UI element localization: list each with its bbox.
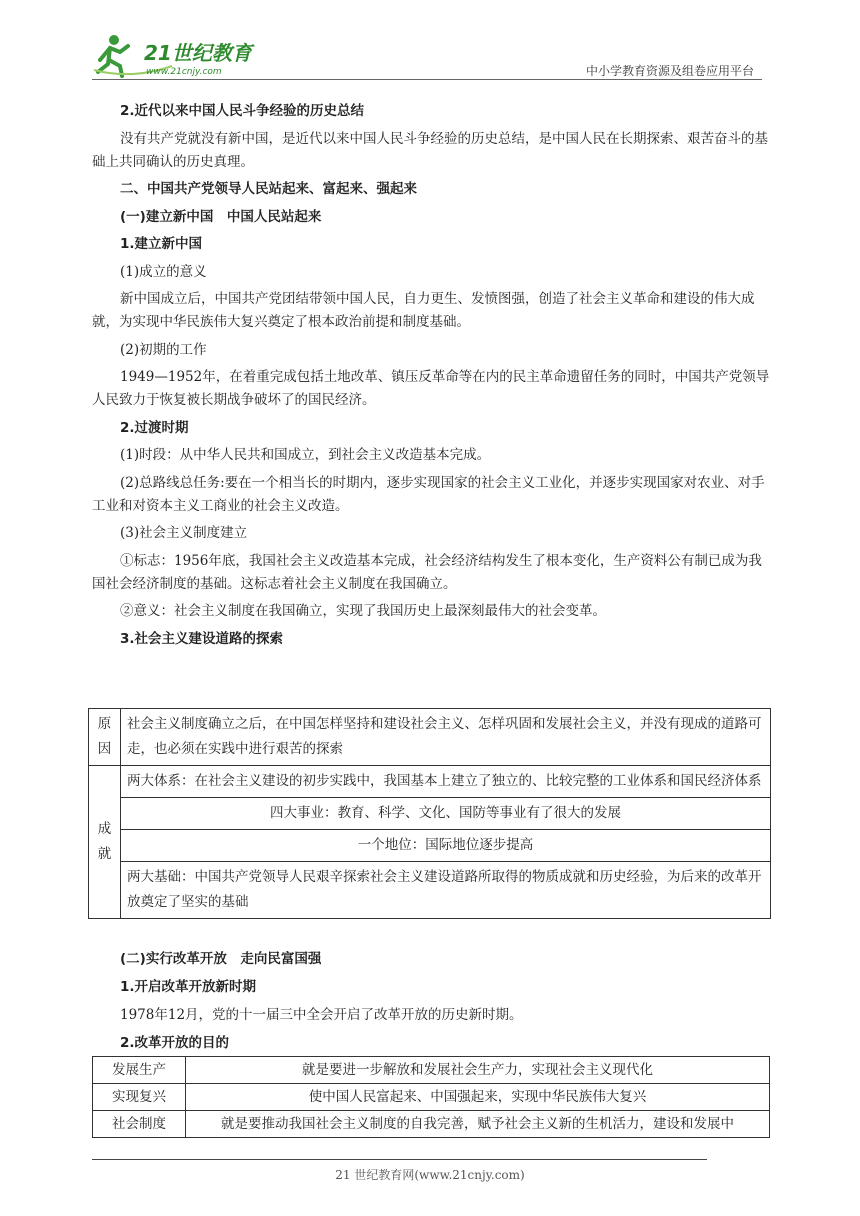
table-cell: 两大体系：在社会主义建设的初步实践中，我国基本上建立了独立的、比较完整的工业体系和国民经济体系 xyxy=(121,766,771,798)
reform-section xyxy=(92,948,770,1060)
table-cell: 社会主义制度确立之后，在中国怎样坚持和建设社会主义、怎样巩固和发展社会主义，并没有现成的道路可走，也必须在实践中进行艰苦的探索 xyxy=(121,709,771,766)
table-row xyxy=(93,1057,770,1084)
table-row xyxy=(89,766,771,798)
site-logo xyxy=(92,30,262,80)
header-divider xyxy=(92,79,762,80)
body-text: (1)时段：从中华人民共和国成立，到社会主义改造基本完成。 xyxy=(120,447,491,463)
body-text: 没有共产党就没有新中国，是近代以来中国人民斗争经验的历史总结，是中国人民在长期探索、艰苦奋斗的基础上共同确认的历史真理。 xyxy=(92,130,768,170)
section-heading: 二、中国共产党领导人民站起来、富起来、强起来 xyxy=(120,181,417,197)
body-text: (1)成立的意义 xyxy=(120,263,207,280)
subsection-heading: (二)实行改革开放 走向民富国强 xyxy=(120,951,322,967)
body-text: (3)社会主义制度建立 xyxy=(120,525,248,541)
main-content xyxy=(92,100,770,653)
body-text: 新中国成立后，中国共产党团结带领中国人民，自力更生、发愤图强，创造了社会主义革命和建设的伟大成就，为实现中华民族伟大复兴奠定了根本政治前提和制度基础。 xyxy=(92,291,755,330)
body-text: (2)总路线总任务:要在一个相当长的时期内，逐步实现国家的社会主义工业化，并逐步实现国家对农业、对手工业和对资本主义工商业的社会主义改造。 xyxy=(92,474,765,514)
table-key: 实现复兴 xyxy=(93,1084,186,1111)
table-value: 使中国人民富起来、中国强起来，实现中华民族伟大复兴 xyxy=(186,1084,770,1111)
table-cell: 两大基础：中国共产党领导人民艰辛探索社会主义建设道路所取得的物质成就和历史经验，为后来的改革开放奠定了坚实的基础 xyxy=(121,862,771,919)
table-value: 就是要进一步解放和发展社会生产力，实现社会主义现代化 xyxy=(186,1057,770,1084)
body-text: 1949—1952年，在着重完成包括土地改革、镇压反革命等在内的民主革命遗留任务的同时，中国共产党领导人民致力于恢复被长期战争破坏了的国民经济。 xyxy=(92,369,770,408)
table-cell: 四大事业：教育、科学、文化、国防等事业有了很大的发展 xyxy=(121,798,771,830)
body-text: ②意义：社会主义制度在我国确立，实现了我国历史上最深刻最伟大的社会变革。 xyxy=(120,603,606,619)
table-row xyxy=(93,1084,770,1111)
table-row xyxy=(89,709,771,766)
heading: 2.改革开放的目的 xyxy=(120,1035,230,1051)
exploration-table xyxy=(88,708,771,919)
table-row xyxy=(93,1111,770,1138)
footer-text: 21 世纪教育网(www.21cnjy.com) xyxy=(335,1168,525,1182)
heading: 2.过渡时期 xyxy=(120,419,189,436)
table-row xyxy=(89,862,771,919)
body-text: (2)初期的工作 xyxy=(120,341,207,358)
table-cell: 一个地位：国际地位逐步提高 xyxy=(121,830,771,862)
heading: 1.开启改革开放新时期 xyxy=(120,979,257,995)
reform-purpose-table xyxy=(92,1056,770,1138)
row-label: 成就 xyxy=(89,766,121,919)
subsection-heading: (一)建立新中国 中国人民站起来 xyxy=(120,208,322,225)
table-value: 就是要推动我国社会主义制度的自我完善，赋予社会主义新的生机活力，建设和发展中 xyxy=(186,1111,770,1138)
table-row xyxy=(89,798,771,830)
logo-url: www.21cnjy.com xyxy=(146,67,222,77)
body-text: 1978年12月，党的十一届三中全会开启了改革开放的历史新时期。 xyxy=(120,1007,523,1023)
heading: 2.近代以来中国人民斗争经验的历史总结 xyxy=(120,103,365,119)
table-key: 发展生产 xyxy=(93,1057,186,1084)
heading: 1.建立新中国 xyxy=(120,236,203,252)
table-row xyxy=(89,830,771,862)
table-key: 社会制度 xyxy=(93,1111,186,1138)
body-text: ①标志：1956年底，我国社会主义改造基本完成，社会经济结构发生了根本变化，生产资料公有制已成为我国社会经济制度的基础。这标志着社会主义制度在我国确立。 xyxy=(92,552,762,592)
logo-text: 21世纪教育 xyxy=(144,41,252,65)
header-platform-text: 中小学教育资源及组卷应用平台 xyxy=(585,64,754,78)
footer-divider xyxy=(92,1159,707,1160)
heading: 3.社会主义建设道路的探索 xyxy=(120,630,284,647)
row-label: 原因 xyxy=(89,709,121,766)
